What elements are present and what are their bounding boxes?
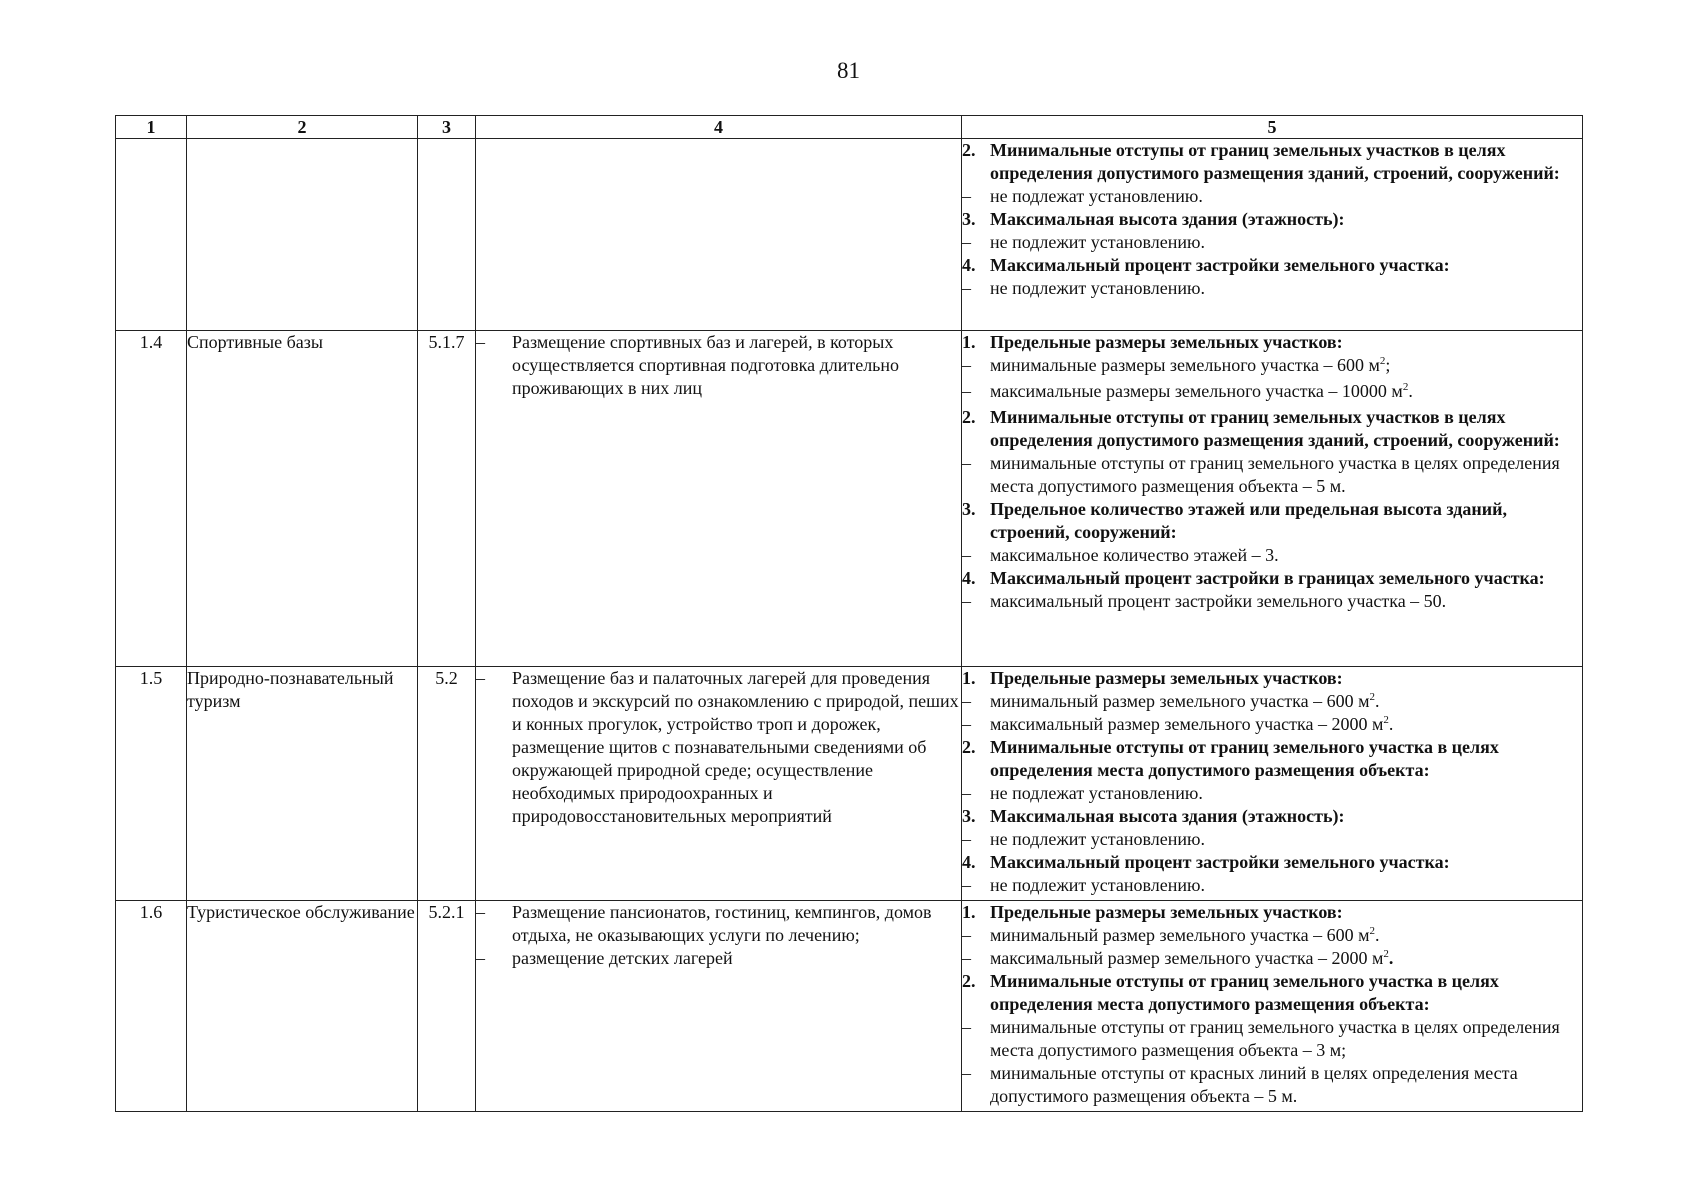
cell-code: 5.2.1 — [418, 901, 476, 1112]
list-item: – Размещение спортивных баз и лагерей, в которых осуществляется спортивная подготовка длительно проживающих в них лиц — [476, 332, 900, 398]
list-item: – не подлежат установлению. — [962, 783, 1203, 803]
list-item: – не подлежит установлению. — [962, 829, 1205, 849]
list-item: – не подлежат установлению. — [962, 186, 1203, 206]
table-row — [116, 901, 1583, 1112]
cell-code — [418, 139, 476, 331]
list-item: 4. Максимальный процент застройки земельного участка: — [962, 255, 1450, 275]
cell-description — [476, 139, 962, 331]
list-item: – не подлежит установлению. — [962, 232, 1205, 252]
page-number: 81 — [837, 58, 860, 83]
list-item: – минимальный размер земельного участка – 600 $м^2$. — [962, 925, 1380, 945]
list-item: – минимальные отступы от границ земельного участка в целях определения места допустимого размещения объекта – 5 м. — [962, 453, 1560, 496]
cell-parameters — [962, 901, 1583, 1112]
col-header-3: 3 — [418, 116, 476, 139]
list-item: – максимальный процент застройки земельного участка – 50. — [962, 591, 1447, 611]
list-item: 2. Минимальные отступы от границ земельных участков в целях определения допустимого размещения зданий, строений, сооружений: — [962, 407, 1560, 450]
list-item: 1. Предельные размеры земельных участков: — [962, 332, 1343, 352]
cell-name: Природно-познавательный туризм — [187, 667, 418, 901]
cell-description — [476, 901, 962, 1112]
list-item: 1. Предельные размеры земельных участков: — [962, 902, 1343, 922]
header-row — [116, 116, 1583, 139]
cell-num — [116, 139, 187, 331]
cell-parameters — [962, 139, 1583, 331]
table-row-continuation — [116, 139, 1583, 331]
cell-name: Спортивные базы — [187, 331, 418, 667]
list-item: 1. Предельные размеры земельных участков: — [962, 668, 1343, 688]
list-item: 4. Максимальный процент застройки в границах земельного участка: — [962, 568, 1545, 588]
list-item: – не подлежит установлению. — [962, 278, 1205, 298]
list-item: 3. Максимальная высота здания (этажность): — [962, 209, 1345, 229]
cell-name — [187, 139, 418, 331]
list-item: – максимальное количество этажей – 3. — [962, 545, 1279, 565]
cell-num: 1.4 — [116, 331, 187, 667]
list-item: – размещение детских лагерей — [476, 948, 733, 968]
cell-description — [476, 331, 962, 667]
list-item: 2. Минимальные отступы от границ земельного участка в целях определения места допустимого размещения объекта: — [962, 737, 1499, 780]
list-item: – максимальный размер земельного участка – 2000 $м^2$. — [962, 948, 1394, 968]
col-header-2: 2 — [187, 116, 418, 139]
cell-code: 5.2 — [418, 667, 476, 901]
list-item: – минимальные отступы от границ земельного участка в целях определения места допустимого размещения объекта – 3 м; — [962, 1017, 1560, 1060]
col-header-4: 4 — [476, 116, 962, 139]
list-item: 2. Минимальные отступы от границ земельных участков в целях определения допустимого размещения зданий, строений, сооружений: — [962, 140, 1560, 183]
cell-name: Туристическое обслуживание — [187, 901, 418, 1112]
cell-num: 1.5 — [116, 667, 187, 901]
table-row — [116, 667, 1583, 901]
list-item: 3. Предельное количество этажей или предельная высота зданий, строений, сооружений: — [962, 499, 1508, 542]
cell-parameters — [962, 331, 1583, 667]
cell-code: 5.1.7 — [418, 331, 476, 667]
zoning-table — [115, 115, 1583, 1112]
table-row — [116, 331, 1583, 667]
cell-num: 1.6 — [116, 901, 187, 1112]
list-item: 4. Максимальный процент застройки земельного участка: — [962, 852, 1450, 872]
list-item: 3. Максимальная высота здания (этажность): — [962, 806, 1345, 826]
list-item: – Размещение пансионатов, гостиниц, кемпингов, домов отдыха, не оказывающих услуги по лечению; — [476, 902, 932, 945]
col-header-1: 1 — [116, 116, 187, 139]
list-item: – минимальные размеры земельного участка – 600 $м^2$; — [962, 355, 1391, 375]
list-item: 2. Минимальные отступы от границ земельного участка в целях определения места допустимого размещения объекта: — [962, 971, 1499, 1014]
list-item: – минимальный размер земельного участка – 600 $м^2$. — [962, 691, 1380, 711]
cell-description — [476, 667, 962, 901]
list-item: – Размещение баз и палаточных лагерей для проведения походов и экскурсий по ознакомлению с природой, пеших и конных прогулок, устройство троп и дорожек, размещение щитов с познавательными сведениями об окружающей природной среде; осуществление необходимых природоохранных и природовосстановительных мероприятий — [476, 668, 959, 826]
list-item: – минимальные отступы от красных линий в целях определения места допустимого размещения объекта – 5 м. — [962, 1063, 1518, 1106]
list-item: – максимальный размер земельного участка – 2000 $м^2$. — [962, 714, 1394, 734]
list-item: – не подлежит установлению. — [962, 875, 1205, 895]
list-item: – максимальные размеры земельного участка – 10000 $м^2$. — [962, 381, 1413, 401]
col-header-5: 5 — [962, 116, 1583, 139]
cell-parameters — [962, 667, 1583, 901]
